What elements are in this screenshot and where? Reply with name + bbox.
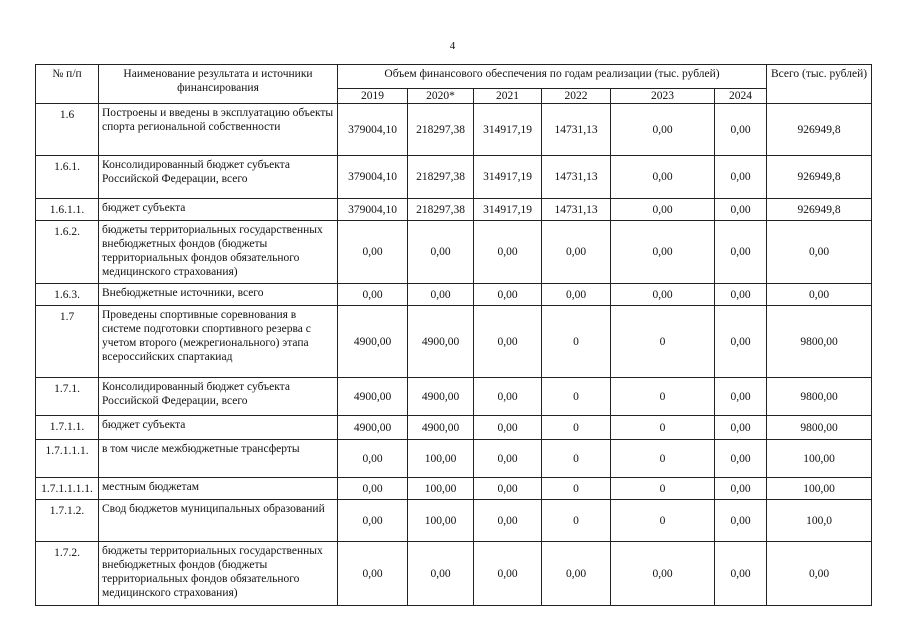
year-value-cell: 0,00 <box>715 416 767 440</box>
year-value-cell: 0,00 <box>408 221 474 284</box>
row-name: в том числе межбюджетные трансферты <box>99 440 338 478</box>
total-cell: 100,00 <box>767 478 872 500</box>
year-value-cell: 14731,13 <box>542 199 611 221</box>
row-name: Свод бюджетов муниципальных образований <box>99 500 338 542</box>
row-number: 1.6.3. <box>36 284 99 306</box>
table-row <box>36 440 872 478</box>
year-value-cell: 0,00 <box>715 199 767 221</box>
year-value-cell: 0,00 <box>474 440 542 478</box>
row-name: бюджеты территориальных государственных внебюджетных фондов (бюджеты территориальных фондов обязательного медицинского страхования) <box>99 542 338 606</box>
year-value-cell: 218297,38 <box>408 199 474 221</box>
year-value-cell: 4900,00 <box>338 306 408 378</box>
year-value-cell: 0,00 <box>611 542 715 606</box>
year-value-cell: 0 <box>611 416 715 440</box>
year-header: 2024 <box>715 89 767 104</box>
year-value-cell: 0,00 <box>338 221 408 284</box>
year-value-cell: 314917,19 <box>474 104 542 156</box>
year-header: 2019 <box>338 89 408 104</box>
year-value-cell: 379004,10 <box>338 104 408 156</box>
year-value-cell: 100,00 <box>408 500 474 542</box>
total-cell: 0,00 <box>767 221 872 284</box>
col-name-header: Наименование результата и источники финансирования <box>99 65 338 104</box>
total-cell: 100,0 <box>767 500 872 542</box>
table-row <box>36 156 872 199</box>
year-value-cell: 0,00 <box>542 542 611 606</box>
table-row <box>36 500 872 542</box>
year-value-cell: 0,00 <box>338 478 408 500</box>
year-value-cell: 0,00 <box>611 104 715 156</box>
row-name: Внебюджетные источники, всего <box>99 284 338 306</box>
total-cell: 0,00 <box>767 284 872 306</box>
table-row <box>36 378 872 416</box>
year-value-cell: 218297,38 <box>408 104 474 156</box>
row-number: 1.6.1.1. <box>36 199 99 221</box>
row-number: 1.7.1.1.1. <box>36 440 99 478</box>
year-value-cell: 0,00 <box>715 478 767 500</box>
row-name: Консолидированный бюджет субъекта Российской Федерации, всего <box>99 156 338 199</box>
year-value-cell: 0,00 <box>338 542 408 606</box>
year-value-cell: 218297,38 <box>408 156 474 199</box>
year-value-cell: 0,00 <box>611 221 715 284</box>
year-value-cell: 0 <box>542 478 611 500</box>
row-name: бюджет субъекта <box>99 199 338 221</box>
table-row <box>36 284 872 306</box>
row-name: местным бюджетам <box>99 478 338 500</box>
col-total-header: Всего (тыс. рублей) <box>767 65 872 104</box>
year-value-cell: 314917,19 <box>474 199 542 221</box>
year-value-cell: 0,00 <box>474 478 542 500</box>
year-value-cell: 0,00 <box>715 104 767 156</box>
year-value-cell: 0 <box>611 378 715 416</box>
year-value-cell: 0,00 <box>715 542 767 606</box>
year-value-cell: 14731,13 <box>542 104 611 156</box>
year-value-cell: 4900,00 <box>338 416 408 440</box>
total-cell: 926949,8 <box>767 156 872 199</box>
year-value-cell: 0,00 <box>474 416 542 440</box>
total-cell: 926949,8 <box>767 104 872 156</box>
year-value-cell: 0,00 <box>408 284 474 306</box>
year-value-cell: 0 <box>611 306 715 378</box>
row-number: 1.7.1.2. <box>36 500 99 542</box>
year-value-cell: 0,00 <box>542 221 611 284</box>
row-number: 1.7.1. <box>36 378 99 416</box>
year-value-cell: 0,00 <box>715 500 767 542</box>
year-value-cell: 0,00 <box>338 284 408 306</box>
year-value-cell: 0,00 <box>542 284 611 306</box>
year-header: 2020* <box>408 89 474 104</box>
table-row <box>36 416 872 440</box>
row-name: бюджет субъекта <box>99 416 338 440</box>
year-value-cell: 4900,00 <box>408 378 474 416</box>
year-value-cell: 0,00 <box>474 500 542 542</box>
year-value-cell: 0,00 <box>474 542 542 606</box>
year-value-cell: 0 <box>542 500 611 542</box>
total-cell: 9800,00 <box>767 378 872 416</box>
year-value-cell: 100,00 <box>408 440 474 478</box>
year-value-cell: 0,00 <box>715 378 767 416</box>
table-row <box>36 104 872 156</box>
table-row <box>36 478 872 500</box>
year-value-cell: 0 <box>611 440 715 478</box>
year-value-cell: 314917,19 <box>474 156 542 199</box>
year-value-cell: 0 <box>542 440 611 478</box>
year-header: 2021 <box>474 89 542 104</box>
year-value-cell: 0,00 <box>474 221 542 284</box>
row-name: Консолидированный бюджет субъекта Российской Федерации, всего <box>99 378 338 416</box>
year-value-cell: 100,00 <box>408 478 474 500</box>
year-value-cell: 0,00 <box>338 500 408 542</box>
total-cell: 100,00 <box>767 440 872 478</box>
year-value-cell: 0,00 <box>611 284 715 306</box>
year-value-cell: 0,00 <box>474 378 542 416</box>
year-header: 2023 <box>611 89 715 104</box>
year-value-cell: 0 <box>542 416 611 440</box>
col-num-header: № п/п <box>36 65 99 104</box>
table-row <box>36 199 872 221</box>
year-value-cell: 0 <box>611 500 715 542</box>
year-value-cell: 4900,00 <box>338 378 408 416</box>
total-cell: 0,00 <box>767 542 872 606</box>
year-value-cell: 379004,10 <box>338 199 408 221</box>
table-row <box>36 221 872 284</box>
table-row <box>36 542 872 606</box>
row-name: Построены и введены в эксплуатацию объекты спорта региональной собственности <box>99 104 338 156</box>
total-cell: 9800,00 <box>767 416 872 440</box>
col-funding-header: Объем финансового обеспечения по годам реализации (тыс. рублей) <box>338 65 767 89</box>
row-number: 1.6 <box>36 104 99 156</box>
year-value-cell: 0,00 <box>715 284 767 306</box>
year-value-cell: 379004,10 <box>338 156 408 199</box>
row-name: Проведены спортивные соревнования в системе подготовки спортивного резерва с учетом второго (межрегионального) этапа всероссийских спартакиад <box>99 306 338 378</box>
row-number: 1.7.2. <box>36 542 99 606</box>
year-header: 2022 <box>542 89 611 104</box>
row-number: 1.7.1.1. <box>36 416 99 440</box>
year-value-cell: 0 <box>611 478 715 500</box>
funding-table <box>35 64 872 606</box>
year-value-cell: 0,00 <box>715 221 767 284</box>
year-value-cell: 0,00 <box>611 199 715 221</box>
year-value-cell: 0 <box>542 306 611 378</box>
year-value-cell: 0,00 <box>474 284 542 306</box>
row-number: 1.7.1.1.1.1. <box>36 478 99 500</box>
row-name: бюджеты территориальных государственных внебюджетных фондов (бюджеты территориальных фондов обязательного медицинского страхования) <box>99 221 338 284</box>
year-value-cell: 0,00 <box>338 440 408 478</box>
year-value-cell: 0,00 <box>408 542 474 606</box>
year-value-cell: 0,00 <box>474 306 542 378</box>
year-value-cell: 0,00 <box>611 156 715 199</box>
year-value-cell: 0,00 <box>715 306 767 378</box>
total-cell: 9800,00 <box>767 306 872 378</box>
page-number: 4 <box>449 40 456 52</box>
row-number: 1.6.1. <box>36 156 99 199</box>
table-row <box>36 306 872 378</box>
year-value-cell: 0,00 <box>715 156 767 199</box>
total-cell: 926949,8 <box>767 199 872 221</box>
year-value-cell: 4900,00 <box>408 416 474 440</box>
row-number: 1.7 <box>36 306 99 378</box>
year-value-cell: 4900,00 <box>408 306 474 378</box>
row-number: 1.6.2. <box>36 221 99 284</box>
year-value-cell: 0,00 <box>715 440 767 478</box>
year-value-cell: 14731,13 <box>542 156 611 199</box>
year-value-cell: 0 <box>542 378 611 416</box>
